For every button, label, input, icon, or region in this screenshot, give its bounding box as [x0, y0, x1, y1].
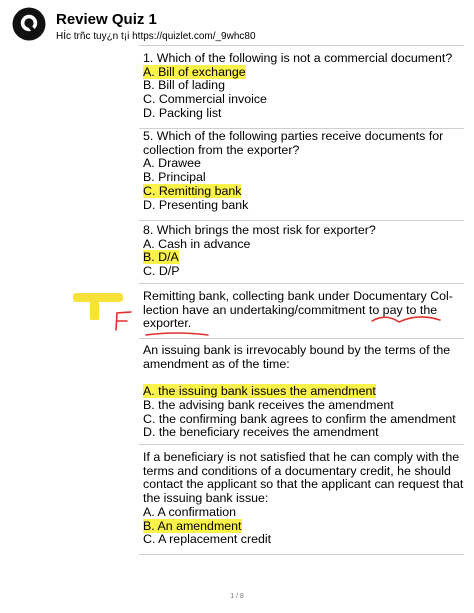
divider — [139, 45, 464, 46]
question-text: amendment as of the time: — [143, 356, 290, 371]
answer-option-highlighted: B. D/A — [143, 250, 179, 265]
answer-option: B. Bill of lading — [143, 78, 225, 93]
question-card — [143, 344, 463, 440]
answer-option: C. Commercial invoice — [143, 92, 267, 107]
question-text: terms and conditions of a documentary credit, he should — [143, 463, 451, 478]
question-text: collection from the exporter? — [143, 142, 300, 157]
question-card — [143, 451, 463, 547]
answer-option-highlighted: A. Bill of exchange — [143, 64, 246, 79]
answer-option: A. Cash in advance — [143, 236, 251, 251]
answer-option: D. the beneficiary receives the amendment — [143, 425, 379, 440]
red-underline-exporter — [146, 333, 208, 335]
red-f-mark-icon — [116, 312, 131, 330]
answer-option: C. the confirming bank agrees to confirm the amendment — [143, 411, 456, 426]
answer-option-highlighted: A. the issuing bank issues the amendment — [143, 384, 376, 399]
answer-option-highlighted: B. An amendment — [143, 518, 242, 533]
answer-option: A. Drawee — [143, 156, 201, 171]
yellow-t-mark-icon — [73, 293, 123, 320]
page-title: Review Quiz 1 — [56, 11, 157, 28]
page-indicator: 1 / 8 — [230, 593, 244, 600]
answer-option: A. A confirmation — [143, 504, 236, 519]
answer-option: D. Presenting bank — [143, 197, 249, 212]
question-text: the issuing bank issue: — [143, 491, 269, 506]
divider — [139, 554, 464, 555]
question-text: contact the applicant so that the applicant can request that — [143, 477, 464, 492]
statement-card — [143, 290, 463, 331]
question-text: An issuing bank is irrevocably bound by the terms of the — [143, 343, 451, 357]
quizlet-logo-icon — [12, 7, 46, 41]
statement-text: exporter. — [143, 316, 192, 331]
answer-option: B. Principal — [143, 170, 206, 185]
answer-option: C. A replacement credit — [143, 532, 272, 547]
answer-option: B. the advising bank receives the amendment — [143, 397, 394, 412]
question-text: If a beneficiary is not satisfied that he can comply with the — [143, 450, 460, 464]
question-card — [143, 52, 463, 121]
statement-text: lection have an undertaking/commitment to pay to the — [143, 302, 438, 317]
answer-option-highlighted: C. Remitting bank — [143, 183, 242, 198]
answer-option: D. Packing list — [143, 105, 222, 120]
statement-text: Remitting bank, collecting bank under Documentary Col- — [143, 289, 453, 303]
divider — [139, 283, 464, 284]
divider — [139, 338, 464, 339]
divider — [139, 220, 464, 221]
question-text: 1. Which of the following is not a commercial document? — [143, 51, 453, 65]
question-card — [143, 224, 463, 279]
answer-option: C. D/P — [143, 264, 180, 279]
question-card — [143, 130, 463, 212]
divider — [139, 444, 464, 445]
page-subtitle: Hİc trñc tuy¿n t¡i https://quizlet.com/_9whc80 — [56, 31, 256, 42]
question-text: 5. Which of the following parties receive documents for — [143, 129, 444, 143]
question-text: 8. Which brings the most risk for exporter? — [143, 223, 376, 237]
blank-line — [143, 371, 463, 385]
